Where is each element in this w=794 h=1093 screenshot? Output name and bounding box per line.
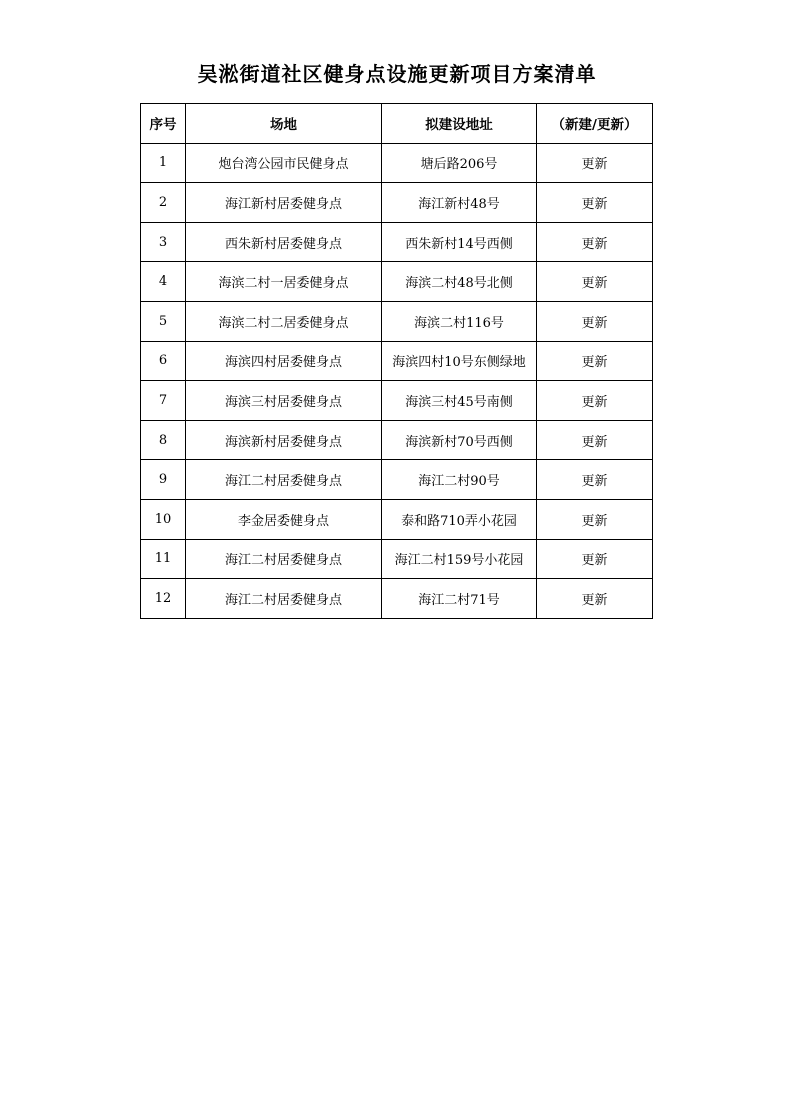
cell-type: 更新 — [537, 499, 653, 539]
cell-index: 7 — [141, 381, 186, 421]
cell-address: 海滨三村45号南侧 — [382, 381, 537, 421]
cell-site: 海江二村居委健身点 — [186, 579, 382, 619]
cell-type: 更新 — [537, 222, 653, 262]
cell-index: 6 — [141, 341, 186, 381]
cell-index: 8 — [141, 420, 186, 460]
table-row — [141, 301, 653, 341]
cell-address: 海滨四村10号东侧绿地 — [382, 341, 537, 381]
cell-site: 李金居委健身点 — [186, 499, 382, 539]
cell-type: 更新 — [537, 301, 653, 341]
cell-index: 3 — [141, 222, 186, 262]
cell-site: 海滨三村居委健身点 — [186, 381, 382, 421]
table-row — [141, 183, 653, 223]
table-row — [141, 262, 653, 302]
cell-address: 塘后路206号 — [382, 143, 537, 183]
cell-site: 海滨新村居委健身点 — [186, 420, 382, 460]
cell-index: 12 — [141, 579, 186, 619]
table-row — [141, 539, 653, 579]
table-row — [141, 420, 653, 460]
cell-site: 海江新村居委健身点 — [186, 183, 382, 223]
cell-type: 更新 — [537, 420, 653, 460]
cell-index: 4 — [141, 262, 186, 302]
cell-address: 海江二村159号小花园 — [382, 539, 537, 579]
cell-address: 海江二村90号 — [382, 460, 537, 500]
cell-site: 炮台湾公园市民健身点 — [186, 143, 382, 183]
cell-address: 海江二村71号 — [382, 579, 537, 619]
cell-address: 海江新村48号 — [382, 183, 537, 223]
header-site: 场地 — [186, 104, 382, 144]
cell-address: 海滨二村48号北侧 — [382, 262, 537, 302]
cell-site: 西朱新村居委健身点 — [186, 222, 382, 262]
table-body — [141, 143, 653, 618]
cell-type: 更新 — [537, 143, 653, 183]
cell-index: 2 — [141, 183, 186, 223]
table-row — [141, 381, 653, 421]
cell-type: 更新 — [537, 341, 653, 381]
cell-site: 海江二村居委健身点 — [186, 460, 382, 500]
cell-address: 泰和路710弄小花园 — [382, 499, 537, 539]
cell-index: 11 — [141, 539, 186, 579]
table-row — [141, 222, 653, 262]
cell-type: 更新 — [537, 539, 653, 579]
cell-site: 海滨四村居委健身点 — [186, 341, 382, 381]
header-index: 序号 — [141, 104, 186, 144]
project-list-table — [140, 103, 653, 619]
cell-type: 更新 — [537, 460, 653, 500]
table-row — [141, 341, 653, 381]
cell-address: 海滨新村70号西侧 — [382, 420, 537, 460]
cell-site: 海江二村居委健身点 — [186, 539, 382, 579]
table-row — [141, 143, 653, 183]
cell-type: 更新 — [537, 381, 653, 421]
table-row — [141, 499, 653, 539]
cell-index: 1 — [141, 143, 186, 183]
cell-address: 海滨二村116号 — [382, 301, 537, 341]
cell-type: 更新 — [537, 183, 653, 223]
table-header-row — [141, 104, 653, 144]
cell-index: 5 — [141, 301, 186, 341]
cell-index: 9 — [141, 460, 186, 500]
cell-address: 西朱新村14号西侧 — [382, 222, 537, 262]
document-title: 吴淞街道社区健身点设施更新项目方案清单 — [197, 62, 597, 86]
table-row — [141, 460, 653, 500]
header-address: 拟建设地址 — [382, 104, 537, 144]
table-row — [141, 579, 653, 619]
cell-site: 海滨二村一居委健身点 — [186, 262, 382, 302]
cell-type: 更新 — [537, 262, 653, 302]
header-type: （新建/更新） — [537, 104, 653, 144]
cell-site: 海滨二村二居委健身点 — [186, 301, 382, 341]
cell-index: 10 — [141, 499, 186, 539]
cell-type: 更新 — [537, 579, 653, 619]
